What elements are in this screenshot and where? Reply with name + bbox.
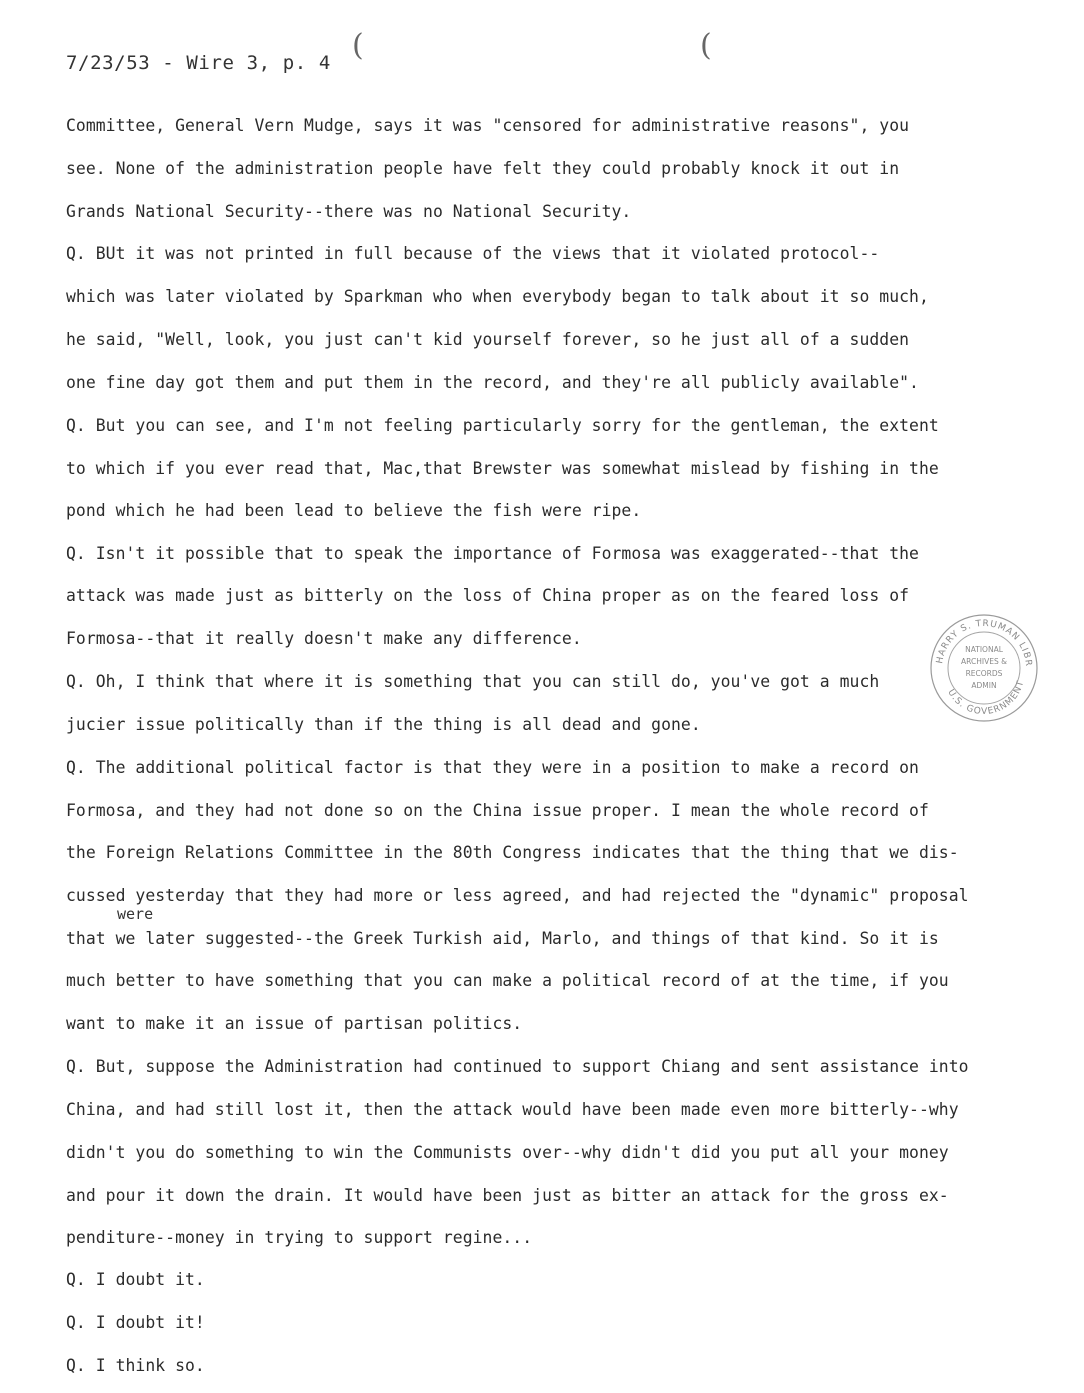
- stamp-seal-icon: [928, 612, 1040, 724]
- text-line: Grands National Security--there was no National Security.: [66, 202, 632, 221]
- text-line: didn't you do something to win the Communists over--why didn't did you put all your money: [66, 1143, 949, 1162]
- text-line: that we later suggested--the Greek Turkish aid, Marlo, and things of that kind. So it is: [66, 929, 939, 948]
- text-line: much better to have something that you can make a political record of at the time, if you: [66, 971, 949, 990]
- text-line: to which if you ever read that, Mac,that Brewster was somewhat mislead by fishing in the: [66, 459, 939, 478]
- text-line: cussed yesterday that they had more or less agreed, and had rejected the "dynamic" proposal: [66, 886, 969, 905]
- text-line: he said, "Well, look, you just can't kid yourself forever, so he just all of a sudden: [66, 330, 910, 349]
- svg-text:NATIONAL: NATIONAL: [965, 645, 1003, 654]
- svg-text:U.S. GOVERNMENT: U.S. GOVERNMENT: [945, 679, 1027, 718]
- margin-mark: (: [352, 28, 364, 63]
- svg-text:HARRY S. TRUMAN LIBRARY: HARRY S. TRUMAN LIBR: [935, 618, 1034, 668]
- text-line: Formosa, and they had not done so on the China issue proper. I mean the whole record of: [66, 801, 929, 820]
- text-line: Q. BUt it was not printed in full because of the views that it violated protocol--: [66, 244, 880, 263]
- svg-text:RECORDS: RECORDS: [965, 669, 1003, 678]
- text-line: the Foreign Relations Committee in the 80th Congress indicates that the thing that we dis-: [66, 843, 959, 862]
- text-line: Q. But, suppose the Administration had continued to support Chiang and sent assistance into: [66, 1057, 969, 1076]
- text-line: and pour it down the drain. It would have been just as bitter an attack for the gross ex-: [66, 1186, 949, 1205]
- text-line: attack was made just as bitterly on the loss of China proper as on the feared loss of: [66, 586, 910, 605]
- text-line: Q. I think so.: [66, 1356, 205, 1375]
- text-line: pond which he had been lead to believe the fish were ripe.: [66, 501, 642, 520]
- text-line: Committee, General Vern Mudge, says it was "censored for administrative reasons", you: [66, 116, 910, 135]
- text-line: jucier issue politically than if the thing is all dead and gone.: [66, 715, 701, 734]
- text-line: China, and had still lost it, then the attack would have been made even more bitterly--why: [66, 1100, 959, 1119]
- svg-text:ARCHIVES &: ARCHIVES &: [961, 657, 1007, 666]
- text-line: Q. I doubt it.: [66, 1270, 205, 1289]
- handwritten-insertion: were: [117, 905, 154, 923]
- text-line: Q. The additional political factor is that they were in a position to make a record on: [66, 758, 919, 777]
- text-line: which was later violated by Sparkman who when everybody began to talk about it so much,: [66, 287, 929, 306]
- margin-mark: (: [700, 28, 712, 63]
- archive-stamp: [928, 612, 1040, 724]
- svg-text:ADMIN: ADMIN: [971, 681, 997, 690]
- page-header: 7/23/53 - Wire 3, p. 4: [66, 52, 331, 74]
- text-line: want to make it an issue of partisan politics.: [66, 1014, 523, 1033]
- text-line: penditure--money in trying to support regine...: [66, 1228, 533, 1247]
- text-line: Q. I doubt it!: [66, 1313, 205, 1332]
- text-line: Q. Oh, I think that where it is something that you can still do, you've got a much: [66, 672, 880, 691]
- text-line: Q. Isn't it possible that to speak the importance of Formosa was exaggerated--that the: [66, 544, 919, 563]
- text-line: one fine day got them and put them in the record, and they're all publicly available".: [66, 373, 919, 392]
- text-line: Q. But you can see, and I'm not feeling particularly sorry for the gentleman, the extent: [66, 416, 939, 435]
- text-line: see. None of the administration people have felt they could probably knock it out in: [66, 159, 900, 178]
- text-line: Formosa--that it really doesn't make any difference.: [66, 629, 582, 648]
